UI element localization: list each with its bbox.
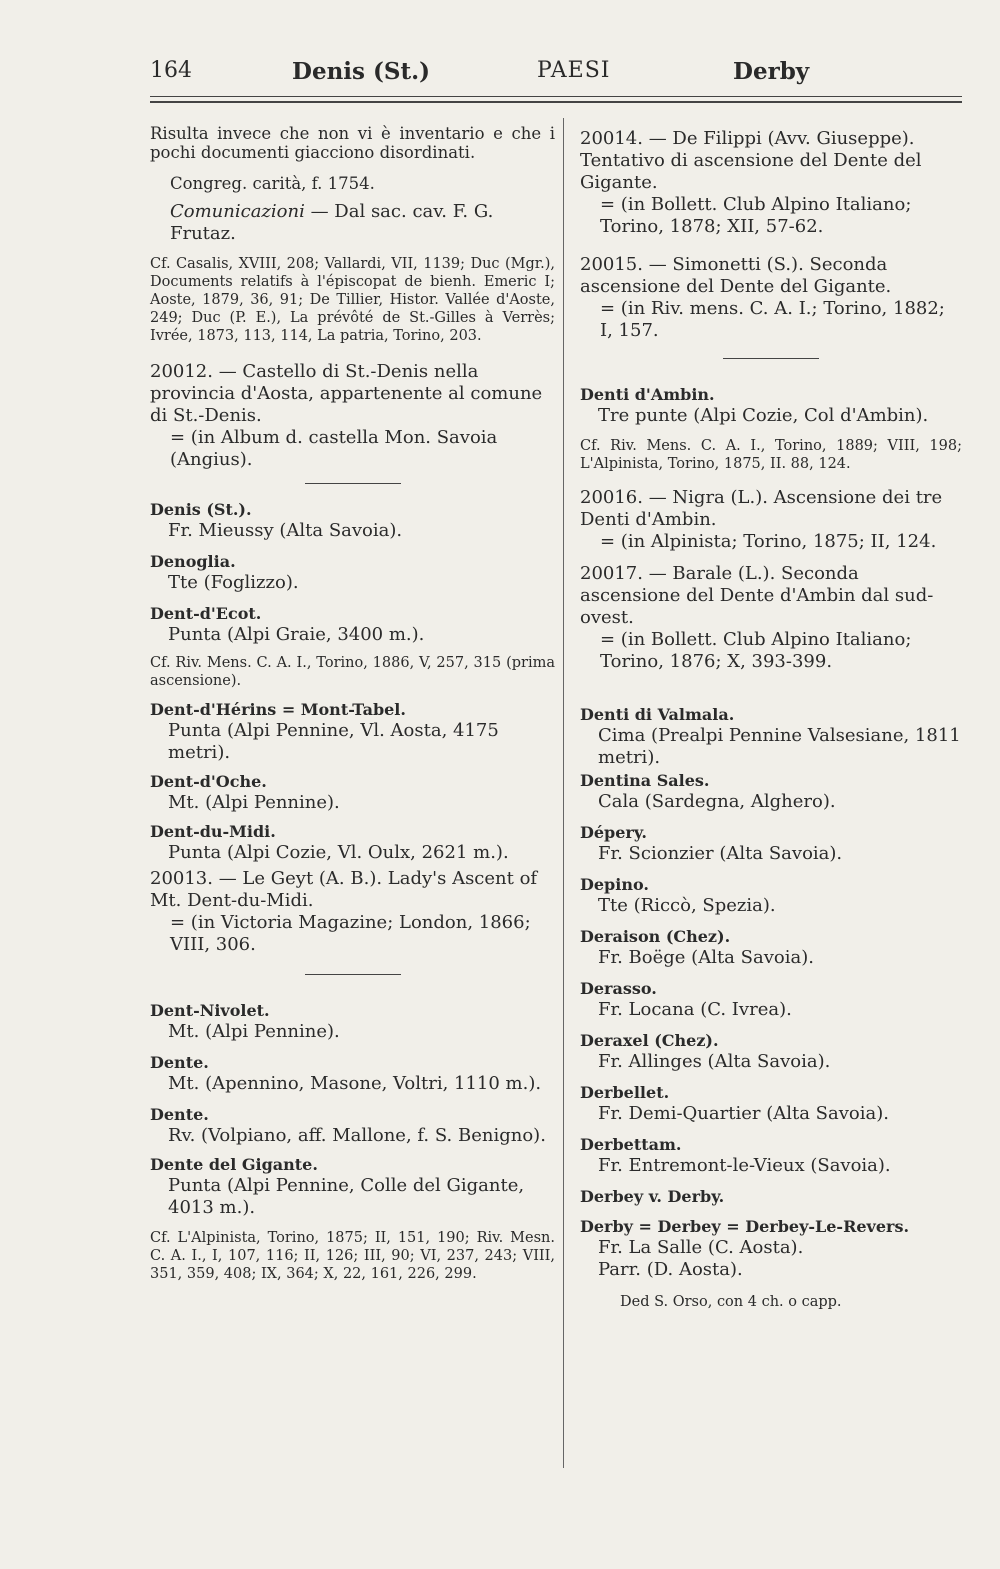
sub-dent-d-ecot: Punta (Alpi Graie, 3400 m.).: [168, 624, 425, 645]
comunicazioni-text: — Dal sac. cav. F. G. Frutaz.: [170, 201, 494, 244]
cf-references-1: Cf. Casalis, XVIII, 208; Vallardi, VII, 1139; Duc (Mgr.), Documents relatifs à l'épiscopat de bienh. Emeric I; Aoste, 1879, 36, 91; De Tillier, Histor. Vallée d'Aoste, 249; Duc (P. E.), La prévôté de St.-Gilles à Verrès; Ivrée, 1873, 113, 114, La patria, Torino, 203.: [150, 256, 555, 344]
headword-dent-nivolet: Dent-Nivolet.: [150, 1001, 270, 1020]
headword-derbellet: Derbellet.: [580, 1083, 670, 1102]
right-column: [580, 124, 962, 1310]
headword-dente-2: Dente.: [150, 1105, 209, 1124]
sub-denti-d-ambin: Tre punte (Alpi Cozie, Col d'Ambin).: [598, 405, 929, 426]
center-running-head: PAESI: [537, 58, 611, 83]
section-separator: [305, 483, 401, 484]
entry-20012-title: 20012. — Castello di St.-Denis nella provincia d'Aosta, appartenente al comune di St.-Denis.: [150, 361, 543, 426]
congreg-line: Congreg. carità, f. 1754.: [170, 174, 375, 193]
sub-depino: Tte (Riccò, Spezia).: [598, 895, 776, 916]
entry-20014-title: 20014. — De Filippi (Avv. Giuseppe). Tentativo di ascensione del Dente del Gigante.: [580, 128, 922, 193]
section-separator: [305, 974, 401, 975]
headword-dente-1: Dente.: [150, 1053, 209, 1072]
entry-20012-source: = (in Album d. castella Mon. Savoia (Angius).: [170, 427, 498, 470]
sub-dent-d-herins: Punta (Alpi Pennine, Vl. Aosta, 4175 metri).: [168, 720, 499, 763]
entry-20017-title: 20017. — Barale (L.). Seconda ascensione del Dente d'Ambin dal sud-ovest.: [580, 563, 934, 628]
left-column: [150, 124, 555, 1282]
cf-dente-del-gigante: Cf. L'Alpinista, Torino, 1875; II, 151, 190; Riv. Mesn. C. A. I., I, 107, 116; II, 126; III, 90; VI, 237, 243; VIII, 351, 359, 408; IX, 364; X, 22, 161, 226, 299.: [150, 1230, 555, 1282]
column-divider: [563, 118, 564, 1468]
headword-dent-d-ecot: Dent-d'Ecot.: [150, 604, 262, 623]
comunicazioni-entry: [150, 201, 555, 245]
comunicazioni-label: Comunicazioni: [170, 201, 305, 222]
intro-paragraph: Risulta invece che non vi è inventario e che i pochi documenti giacciono disordinati.: [150, 124, 555, 162]
derby-note: Ded S. Orso, con 4 ch. o capp.: [620, 1294, 842, 1310]
sub-derbettam: Fr. Entremont-le-Vieux (Savoia).: [598, 1155, 891, 1176]
sub-dent-nivolet: Mt. (Alpi Pennine).: [168, 1021, 340, 1042]
entry-20017-source: = (in Bollett. Club Alpino Italiano; Torino, 1876; X, 393-399.: [600, 629, 912, 672]
sub-derby-2: Parr. (D. Aosta).: [598, 1259, 743, 1280]
sub-derasso: Fr. Locana (C. Ivrea).: [598, 999, 792, 1020]
running-header: [0, 54, 1000, 94]
entry-20013-source: = (in Victoria Magazine; London, 1866; VIII, 306.: [170, 912, 531, 955]
entry-20015-source: = (in Riv. mens. C. A. I.; Torino, 1882; I, 157.: [600, 298, 945, 341]
headword-depino: Depino.: [580, 875, 649, 894]
headword-derasso: Derasso.: [580, 979, 657, 998]
sub-denoglia: Tte (Foglizzo).: [168, 572, 299, 593]
headword-denti-d-ambin: Denti d'Ambin.: [580, 385, 715, 404]
headword-dent-d-oche: Dent-d'Oche.: [150, 772, 267, 791]
headword-denti-di-valmala: Denti di Valmala.: [580, 705, 735, 724]
entry-20013-title: 20013. — Le Geyt (A. B.). Lady's Ascent of Mt. Dent-du-Midi.: [150, 868, 538, 911]
sub-dent-du-midi: Punta (Alpi Cozie, Vl. Oulx, 2621 m.).: [168, 842, 509, 863]
headword-dentina-sales: Dentina Sales.: [580, 771, 710, 790]
header-rule-double: [150, 101, 962, 103]
sub-derbellet: Fr. Demi-Quartier (Alta Savoia).: [598, 1103, 889, 1124]
sub-denis: Fr. Mieussy (Alta Savoia).: [168, 520, 403, 541]
left-running-head: Denis (St.): [292, 58, 430, 85]
sub-deraxel: Fr. Allinges (Alta Savoia).: [598, 1051, 831, 1072]
sub-dent-d-oche: Mt. (Alpi Pennine).: [168, 792, 340, 813]
headword-dente-del-gigante: Dente del Gigante.: [150, 1155, 318, 1174]
entry-20015-title: 20015. — Simonetti (S.). Seconda ascensione del Dente del Gigante.: [580, 254, 892, 297]
sub-dente-1: Mt. (Apennino, Masone, Voltri, 1110 m.).: [168, 1073, 542, 1094]
headword-denoglia: Denoglia.: [150, 552, 236, 571]
headword-derbey: Derbey v. Derby.: [580, 1187, 725, 1206]
headword-derby: Derby = Derbey = Derbey-Le-Revers.: [580, 1217, 910, 1236]
sub-denti-di-valmala: Cima (Prealpi Pennine Valsesiane, 1811 metri).: [598, 725, 961, 768]
page-number: 164: [150, 58, 192, 83]
sub-depery: Fr. Scionzier (Alta Savoia).: [598, 843, 843, 864]
sub-dentina-sales: Cala (Sardegna, Alghero).: [598, 791, 836, 812]
sub-dente-2: Rv. (Volpiano, aff. Mallone, f. S. Benigno).: [168, 1125, 546, 1146]
headword-derbettam: Derbettam.: [580, 1135, 682, 1154]
sub-dente-del-gigante: Punta (Alpi Pennine, Colle del Gigante, 4013 m.).: [168, 1175, 525, 1218]
headword-dent-d-herins: Dent-d'Hérins = Mont-Tabel.: [150, 700, 406, 719]
entry-20014-source: = (in Bollett. Club Alpino Italiano; Torino, 1878; XII, 57-62.: [600, 194, 912, 237]
cf-denti-d-ambin: Cf. Riv. Mens. C. A. I., Torino, 1889; VIII, 198; L'Alpinista, Torino, 1875, II. 88, 124.: [580, 438, 962, 472]
headword-denis: Denis (St.).: [150, 500, 252, 519]
headword-depery: Dépery.: [580, 823, 647, 842]
entry-20016-title: 20016. — Nigra (L.). Ascensione dei tre Denti d'Ambin.: [580, 487, 943, 530]
right-running-head: Derby: [733, 58, 810, 85]
headword-deraxel: Deraxel (Chez).: [580, 1031, 719, 1050]
entry-20016-source: = (in Alpinista; Torino, 1875; II, 124.: [600, 531, 937, 552]
header-rule: [150, 96, 962, 97]
section-separator: [723, 358, 819, 359]
cf-dent-d-ecot: Cf. Riv. Mens. C. A. I., Torino, 1886, V, 257, 315 (prima ascensione).: [150, 655, 555, 689]
sub-derby-1: Fr. La Salle (C. Aosta).: [598, 1237, 804, 1258]
sub-deraison: Fr. Boëge (Alta Savoia).: [598, 947, 814, 968]
headword-dent-du-midi: Dent-du-Midi.: [150, 822, 276, 841]
headword-deraison: Deraison (Chez).: [580, 927, 731, 946]
